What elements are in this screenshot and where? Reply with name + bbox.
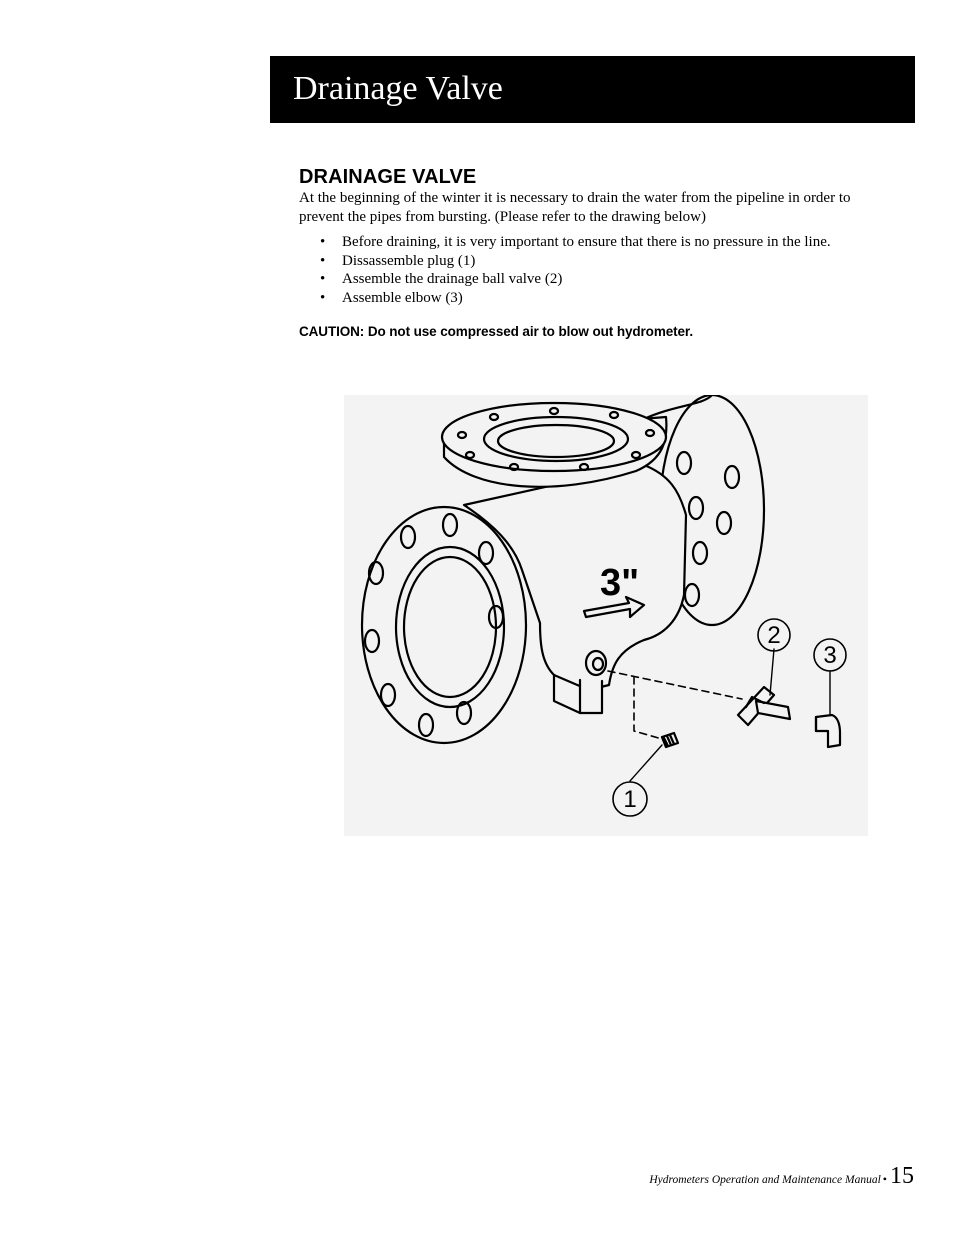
list-item — [299, 289, 889, 308]
list-item — [299, 270, 889, 289]
left-flange — [362, 507, 526, 743]
page-number: 15 — [890, 1163, 914, 1189]
callout-label: 2 — [767, 622, 781, 649]
list-item-text: Before draining, it is very important to ensure that there is no pressure in the line. — [342, 234, 831, 250]
plug-part — [662, 733, 678, 747]
footer-manual-title: Hydrometers Operation and Maintenance Manual — [649, 1174, 881, 1186]
list-item — [299, 233, 889, 252]
bullet-list — [299, 233, 889, 308]
callout-label: 1 — [623, 786, 637, 813]
valve-diagram — [344, 395, 868, 836]
valve-size-label: 3" — [600, 562, 640, 604]
callout-label: 3 — [823, 642, 837, 669]
bullet-marker: • — [320, 271, 326, 288]
list-item — [299, 252, 889, 271]
footer — [649, 1163, 914, 1190]
section-heading: DRAINAGE VALVE — [299, 166, 477, 188]
intro-paragraph: At the beginning of the winter it is necessary to drain the water from the pipeline in order to prevent the pipes from bursting. (Please refer to the drawing below) — [299, 190, 851, 225]
content — [299, 165, 889, 341]
footer-separator: • — [882, 1172, 887, 1186]
base-plate — [580, 680, 602, 713]
list-item-text: Assemble elbow (3) — [342, 290, 463, 307]
bullet-marker: • — [320, 290, 326, 307]
valve-drawing — [344, 395, 868, 836]
list-item-text: Assemble the drainage ball valve (2) — [342, 271, 563, 288]
list-item-text: Dissassemble plug (1) — [342, 252, 476, 269]
page-title: Drainage Valve — [293, 70, 503, 107]
header-bar — [270, 56, 915, 123]
caution-note: CAUTION: Do not use compressed air to blow out hydrometer. — [299, 323, 693, 339]
bullet-marker: • — [320, 252, 326, 269]
drain-port — [586, 651, 606, 675]
bullet-marker: • — [320, 234, 326, 250]
